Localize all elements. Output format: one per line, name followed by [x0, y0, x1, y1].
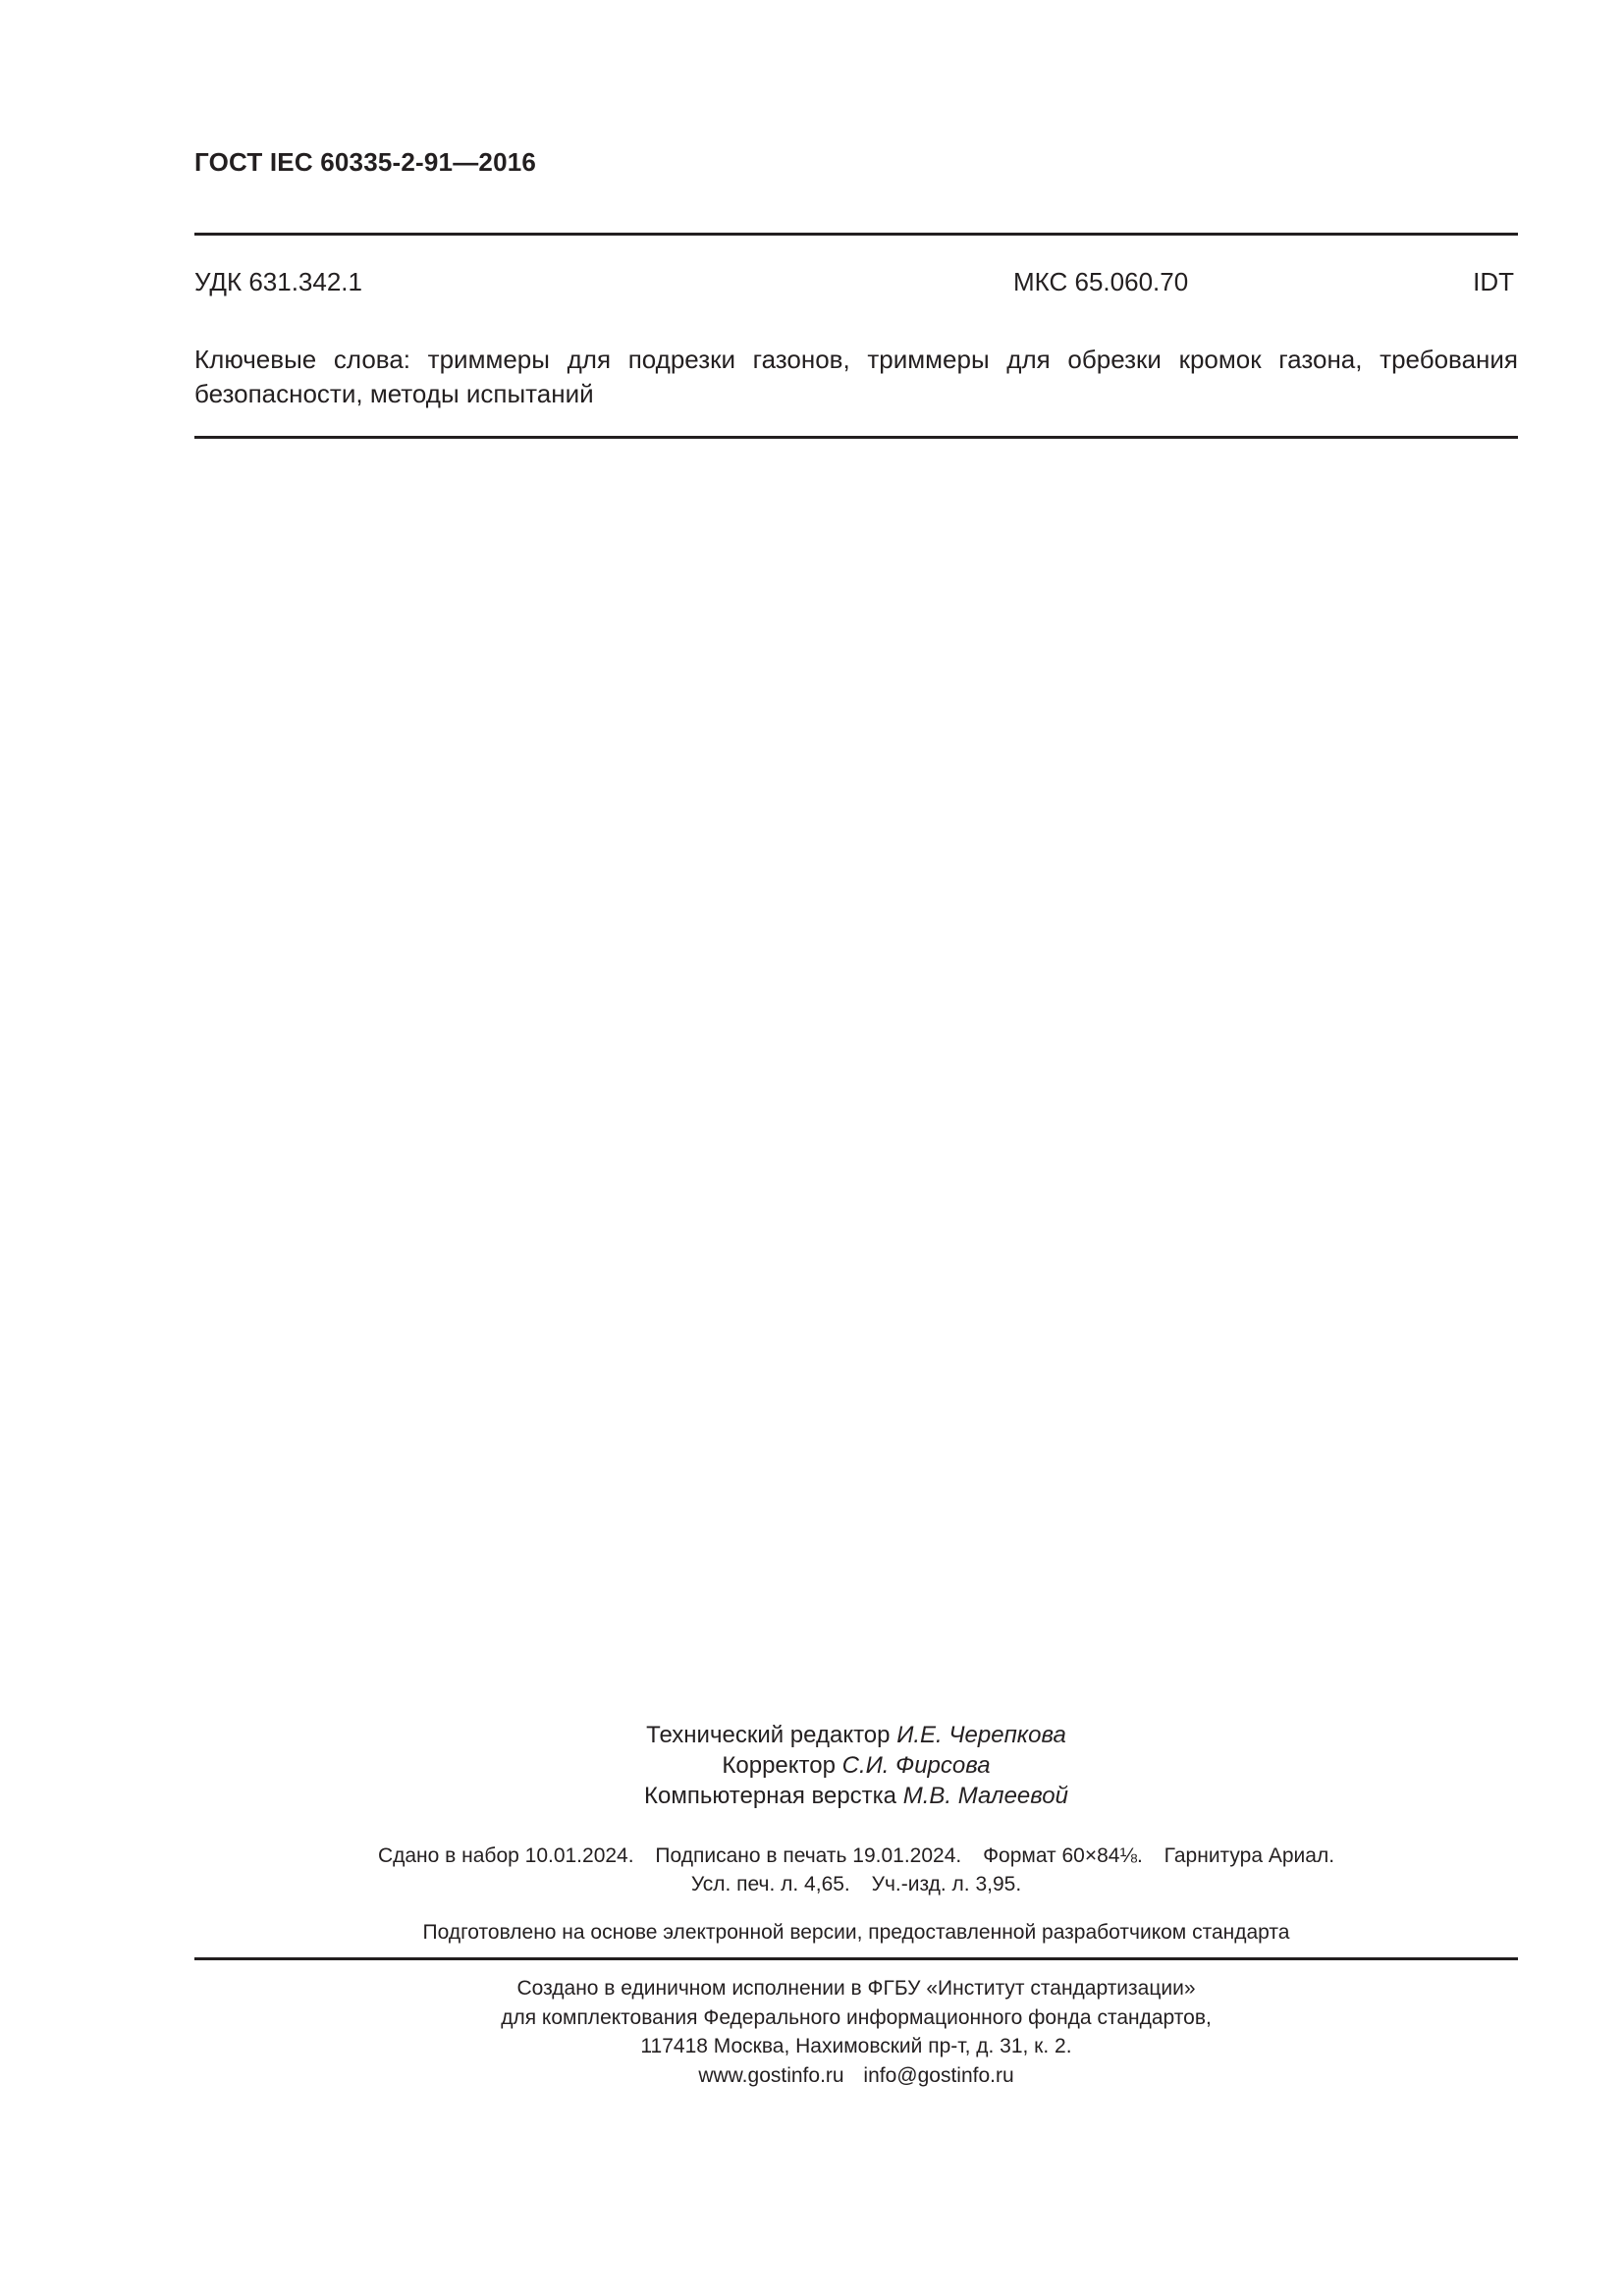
- keywords-divider: [194, 436, 1518, 439]
- publisher-divider: [194, 1957, 1518, 1960]
- signed-date: Подписано в печать 19.01.2024.: [655, 1844, 962, 1867]
- email-link[interactable]: info@gostinfo.ru: [863, 2063, 1014, 2087]
- print-info-block: [194, 1842, 1518, 1898]
- paper-format: Формат 60×84⅛.: [983, 1844, 1143, 1867]
- typeset-date: Сдано в набор 10.01.2024.: [377, 1844, 634, 1867]
- credit-role: Компьютерная верстка: [644, 1783, 897, 1809]
- keywords-paragraph: Ключевые слова: триммеры для подрезки газонов, триммеры для обрезки кромок газона, требования безопасности, методы испытаний: [194, 345, 1518, 408]
- credits-block: [194, 1720, 1518, 1811]
- publisher-line: Создано в единичном исполнении в ФГБУ «Институт стандартизации»: [516, 1977, 1196, 2000]
- mks-code: МКС 65.060.70: [1013, 267, 1189, 296]
- publisher-block: [194, 1974, 1518, 2090]
- publisher-line: для комплектования Федерального информационного фонда стандартов,: [501, 2005, 1212, 2029]
- credit-line: [194, 1781, 1518, 1811]
- harmonization-degree: IDT: [1473, 267, 1514, 296]
- standard-number: ГОСТ IEC 60335-2-91—2016: [194, 147, 537, 177]
- publisher-address: 117418 Москва, Нахимовский пр-т, д. 31, к. 2.: [640, 2035, 1072, 2057]
- publisher-contacts: [194, 2061, 1518, 2091]
- credit-role: Корректор: [722, 1752, 836, 1779]
- top-divider: [194, 233, 1518, 236]
- credit-role: Технический редактор: [646, 1722, 891, 1748]
- website-link[interactable]: www.gostinfo.ru: [698, 2063, 844, 2087]
- printed-sheets: Усл. печ. л. 4,65.: [690, 1873, 850, 1896]
- print-info-line: [194, 1870, 1518, 1898]
- credit-person: С.И. Фирсова: [841, 1752, 991, 1779]
- publisher-sheets: Уч.-изд. л. 3,95.: [871, 1873, 1022, 1896]
- credit-person: М.В. Малеевой: [902, 1783, 1068, 1809]
- credit-line: [194, 1750, 1518, 1781]
- classification-row: [194, 267, 1518, 300]
- credit-line: [194, 1720, 1518, 1750]
- print-info-line: [194, 1842, 1518, 1870]
- udk-code: УДК 631.342.1: [194, 267, 362, 296]
- credit-person: И.Е. Черепкова: [896, 1722, 1066, 1748]
- typeface: Гарнитура Ариал.: [1164, 1844, 1335, 1867]
- prepared-note: Подготовлено на основе электронной версии, предоставленной разработчиком стандарта: [422, 1921, 1290, 1944]
